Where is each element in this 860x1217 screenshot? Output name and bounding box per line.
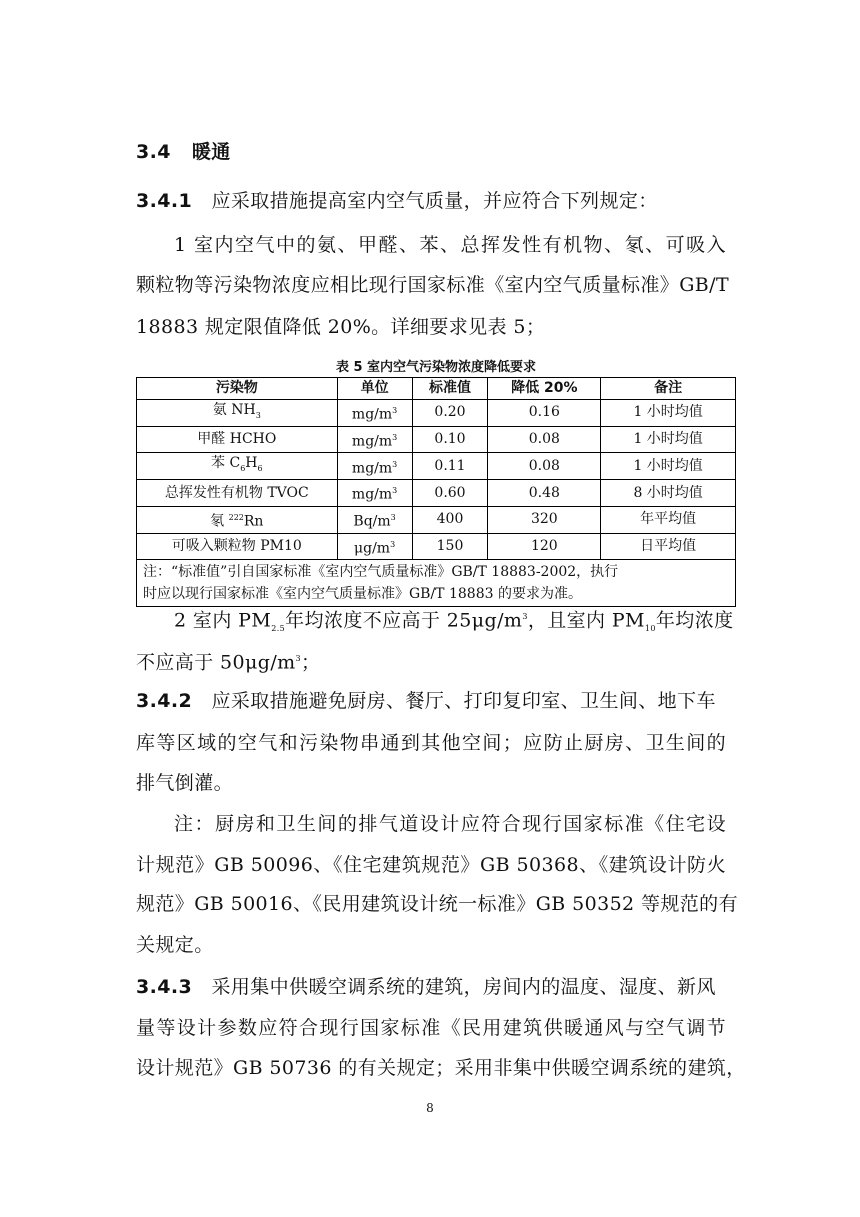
clause-3-4-3-line3: 设计规范》GB 50736 的有关规定；采用非集中供暖空调系统的建筑， xyxy=(136,1057,746,1079)
cell-standard: 150 xyxy=(412,533,488,560)
cell-remark: 日平均值 xyxy=(601,533,736,560)
table-row xyxy=(137,426,736,453)
note-line4: 关规定。 xyxy=(136,934,214,956)
clause-3-4-3-line1: 3.4.3 采用集中供暖空调系统的建筑，房间内的温度、湿度、新风 xyxy=(136,976,716,998)
page-number: 8 xyxy=(426,1101,434,1115)
cell-unit: $mg/m^3$ xyxy=(337,453,412,480)
cell-standard: 400 xyxy=(412,506,488,533)
cell-pollutant: 甲醛 HCHO xyxy=(137,426,338,453)
item2-line2: 不应高于 $50\mu g/m^3$； xyxy=(136,651,321,674)
clause-number: 3.4.1 xyxy=(136,190,193,212)
clause-text: 应采取措施提高室内空气质量，并应符合下列规定： xyxy=(211,190,658,212)
table-note-row xyxy=(137,560,736,607)
table-row xyxy=(137,453,736,480)
cell-remark: 1 小时均值 xyxy=(601,426,736,453)
cell-unit: $Bq/m^3$ xyxy=(337,506,412,533)
item1-line3: 18883 规定限值降低 20%。详细要求见表 5； xyxy=(136,316,546,338)
clause-3-4-2-line2: 库等区域的空气和污染物串通到其他空间；应防止厨房、卫生间的 xyxy=(136,732,726,754)
table-note-line2: 时应以现行国家标准《室内空气质量标准》GB/T 18883 的要求为准。 xyxy=(143,586,582,603)
clause-3-4-2-line3: 排气倒灌。 xyxy=(136,772,234,794)
cell-standard: 0.60 xyxy=(412,480,488,507)
clause-3-4-3-line2: 量等设计参数应符合现行国家标准《民用建筑供暖通风与空气调节 xyxy=(136,1017,726,1039)
table-caption: 表 5 室内空气污染物浓度降低要求 xyxy=(335,360,537,375)
cell-reduced: 120 xyxy=(488,533,601,560)
cell-remark: 年平均值 xyxy=(601,506,736,533)
cell-standard: 0.20 xyxy=(412,400,488,427)
note-line1: 注：厨房和卫生间的排气道设计应符合现行国家标准《住宅设 xyxy=(174,813,726,835)
table-row xyxy=(137,533,736,560)
cell-remark: 8 小时均值 xyxy=(601,480,736,507)
clause-3-4-2-line1: 3.4.2 应采取措施避免厨房、餐厅、打印复印室、卫生间、地下车 xyxy=(136,690,716,712)
cell-unit: $mg/m^3$ xyxy=(337,426,412,453)
clause-number: 3.4.2 xyxy=(136,690,193,712)
section-number: 3.4 xyxy=(136,141,171,163)
cell-reduced: 0.08 xyxy=(488,426,601,453)
pollutant-table xyxy=(136,377,736,607)
section-title: 暖通 xyxy=(191,141,231,163)
cell-unit: $mg/m^3$ xyxy=(337,480,412,507)
item2-line1: 2 室内 $PM_{2.5}$年均浓度不应高于 $25\mu g/m^3$，且室内 $PM_{10}$年均浓度 xyxy=(174,609,734,634)
cell-reduced: 0.48 xyxy=(488,480,601,507)
table-note xyxy=(137,560,736,607)
table-note-line1: 注：“标准值”引自国家标准《室内空气质量标准》GB/T 18883-2002，执行 xyxy=(143,564,619,581)
section-heading xyxy=(136,139,726,165)
item1-line1: 1 室内空气中的氨、甲醛、苯、总挥发性有机物、氡、可吸入 xyxy=(174,234,726,256)
col-header-reduced: 降低 20% xyxy=(488,378,601,400)
col-header-standard: 标准值 xyxy=(412,378,488,400)
cell-reduced: 0.08 xyxy=(488,453,601,480)
cell-reduced: 0.16 xyxy=(488,400,601,427)
table-row xyxy=(137,480,736,507)
col-header-remark: 备注 xyxy=(601,378,736,400)
table-header-row xyxy=(137,378,736,400)
table-row xyxy=(137,506,736,533)
cell-pollutant: 苯 $C_6H_6$ xyxy=(137,453,338,480)
cell-pollutant: 氨 $NH_3$ xyxy=(137,400,338,427)
cell-pollutant: 氡 $^{222}$Rn xyxy=(137,506,338,533)
cell-remark: 1 小时均值 xyxy=(601,400,736,427)
note-line2: 计规范》GB 50096、《住宅建筑规范》GB 50368、《建筑设计防火 xyxy=(136,854,726,876)
cell-remark: 1 小时均值 xyxy=(601,453,736,480)
cell-pollutant: 总挥发性有机物 TVOC xyxy=(137,480,338,507)
clause-number: 3.4.3 xyxy=(136,976,193,998)
item1-line2: 颗粒物等污染物浓度应相比现行国家标准《室内空气质量标准》GB/T xyxy=(136,274,730,296)
cell-reduced: 320 xyxy=(488,506,601,533)
cell-unit: $mg/m^3$ xyxy=(337,400,412,427)
cell-standard: 0.11 xyxy=(412,453,488,480)
cell-standard: 0.10 xyxy=(412,426,488,453)
clause-3-4-1 xyxy=(136,188,726,214)
cell-pollutant: 可吸入颗粒物 PM10 xyxy=(137,533,338,560)
note-line3: 规范》GB 50016、《民用建筑设计统一标准》GB 50352 等规范的有 xyxy=(136,893,738,915)
table-row xyxy=(137,400,736,427)
col-header-pollutant: 污染物 xyxy=(137,378,338,400)
cell-unit: $\mu g/m^3$ xyxy=(337,533,412,560)
col-header-unit: 单位 xyxy=(337,378,412,400)
